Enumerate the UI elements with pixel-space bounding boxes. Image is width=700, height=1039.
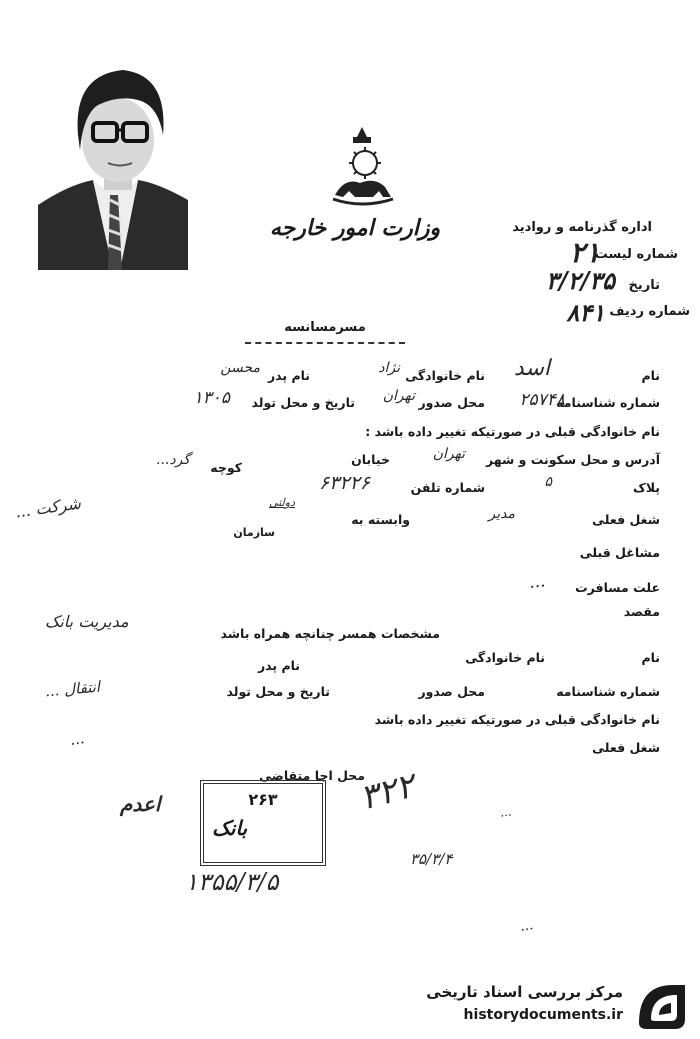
row-number-value: ۸۴۱ [566, 298, 605, 327]
right-bottom-handwritten-1: ... [499, 804, 513, 820]
family-value-handwritten: نژاد [378, 360, 400, 376]
job-label: شغل فعلی [592, 512, 660, 527]
stamp-signature: بانک [212, 816, 248, 840]
name-value-handwritten: اسد [513, 356, 550, 381]
lion-and-sun-emblem-icon [325, 125, 400, 210]
list-number-value: ۲۱ [569, 236, 600, 269]
plaque-value: ۵ [544, 474, 552, 490]
spouse-job-label: شغل فعلی [592, 740, 660, 755]
idnum-value: ۲۵۷۴۸ [519, 390, 565, 410]
reason-label: علت مسافرت [575, 580, 660, 595]
date-label: تاریخ [628, 278, 660, 293]
father-value-handwritten: محسن [220, 360, 260, 376]
reason-value-handwritten: ... [527, 571, 547, 593]
list-number-label: شماره لیست [594, 247, 678, 262]
prev-family-label: نام خانوادگی قبلی در صورتیکه تغییر داده باشد : [365, 424, 660, 439]
spouse-prev-family-label: نام خانوادگی قبلی در صورتیکه تغییر داده باشد [374, 712, 660, 727]
plaque-label: پلاک [633, 480, 660, 495]
spouse-idnum-label: شماره شناسنامه [556, 684, 660, 699]
spouse-family-label: نام خانوادگی [465, 650, 545, 665]
left-signature: اعدم [120, 792, 161, 816]
name-label: نام [641, 368, 660, 383]
prev-job-label: مشاغل قبلی [579, 545, 660, 560]
right-bottom-handwritten-2: ... [518, 917, 535, 935]
idnum-label: شماره شناسنامه [556, 395, 660, 410]
place-label: محل اجا متقاضی [259, 768, 365, 783]
spouse-name-label: نام [641, 650, 660, 665]
left-handwritten-note-1: انتقال ... [44, 677, 101, 701]
street-label: خیابان [351, 452, 390, 467]
right-margin-note: مدیریت بانک [45, 612, 129, 631]
applicant-photo [38, 55, 188, 270]
org-value: دولتی [268, 496, 295, 509]
family-label: نام خانوادگی [405, 368, 485, 383]
form-title: مسرمسانسه [284, 320, 366, 335]
birth-value: ۱۳۰۵ [193, 388, 230, 408]
father-label: نام پدر [267, 368, 310, 383]
affiliation-label: وابسته به [351, 512, 410, 527]
address-city-handwritten: تهران [432, 446, 465, 462]
spouse-father-label: نام پدر [257, 658, 300, 673]
job-value-handwritten: مدیر [488, 506, 515, 522]
alley-value-handwritten: گرد... [156, 452, 190, 468]
birth-label: تاریخ و محل تولد [251, 395, 355, 410]
number-322: ۳۲۲ [355, 765, 420, 819]
watermark-url: historydocuments.ir [463, 1007, 623, 1023]
spouse-birth-label: تاریخ و محل تولد [226, 684, 330, 699]
note-bottom-right: ۳۵/۳/۴ [410, 850, 453, 868]
phone-value: ۶۳۲۲۶ [318, 472, 370, 494]
archive-logo-icon [633, 979, 691, 1033]
bottom-date: ۱۳۵۵/۳/۵ [185, 868, 279, 896]
stamp-number: ۲۶۳ [248, 790, 278, 809]
org-note-handwritten: شرکت ... [13, 493, 82, 522]
spouse-issue-label: محل صدور [418, 684, 485, 699]
left-handwritten-note-2: ... [68, 729, 86, 749]
watermark [405, 975, 695, 1035]
address-label: آدرس و محل سکونت و شهر [486, 452, 660, 467]
phone-label: شماره تلفن [410, 480, 485, 495]
row-number-label: شماره ردیف [609, 304, 690, 319]
ministry-title: وزارت امور خارجه [269, 215, 441, 241]
destination-label: مقصد [623, 604, 660, 619]
date-value: ۳/۲/۳۵ [545, 266, 615, 295]
issue-value-handwritten: تهران [382, 388, 415, 404]
alley-label: کوچه [210, 460, 242, 475]
watermark-title: مرکز بررسی اسناد تاریخی [426, 983, 623, 1001]
issue-label: محل صدور [418, 395, 485, 410]
spouse-section-title: مشخصات همسر چنانچه همراه باشد [220, 626, 440, 641]
office-label: اداره گذرنامه و روادید [512, 220, 652, 235]
org-label: سازمان [233, 526, 275, 539]
registration-stamp [200, 780, 326, 866]
title-underline [245, 342, 405, 344]
